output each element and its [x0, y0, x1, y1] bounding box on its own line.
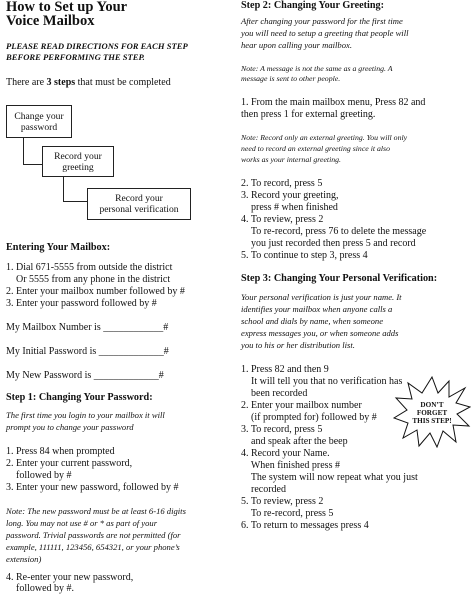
entering-heading: Entering Your Mailbox: — [6, 242, 111, 253]
flow-box3-line1: Record your — [115, 193, 163, 204]
flow-box-record-greeting — [42, 146, 114, 177]
starburst-line2: FORGET — [416, 409, 448, 417]
flow-box2-line2: greeting — [62, 161, 94, 173]
steps-intro-post: that must be completed — [75, 77, 171, 88]
page-title-line1: How to Set up Your — [6, 0, 128, 15]
initial-password-line: My Initial Password is _____________# — [6, 346, 169, 357]
step2-heading: Step 2: Changing Your Greeting: — [241, 0, 385, 11]
step1-item-4: 4. Re-enter your new password, — [6, 572, 134, 583]
entering-item-3: 3. Enter your password followed by # — [6, 298, 157, 309]
step3-item-1: 1. Press 82 and then 9 — [241, 364, 329, 375]
flow-box1-line2: password — [20, 121, 58, 133]
step2-item-1-line1: 1. From the main mailbox menu, Press 82 and — [241, 97, 426, 108]
note-line-1: Note: The new password must be at least 6-16 digits — [6, 506, 186, 516]
entering-item-2: 2. Enter your mailbox number followed by # — [6, 286, 185, 297]
step3-item-6: 6. To return to messages press 4 — [241, 520, 369, 531]
step3-item-2: 2. Enter your mailbox number — [241, 400, 362, 411]
flow-connector-1-horizontal — [23, 164, 42, 165]
note-line-2: long. You may not use # or * as part of your — [6, 518, 158, 528]
step2-note2-line1: Note: Record only an external greeting. You will only — [241, 133, 408, 142]
step3-intro-line1: Your personal verification is just your name. It — [241, 292, 402, 302]
step3-item-2b: (if prompted for) followed by # — [241, 412, 377, 423]
step2-item-4c: you just recorded then press 5 and record — [241, 238, 416, 249]
step1-intro-line1: The first time you login to your mailbox it will — [6, 410, 165, 420]
step2-item-4: 4. To review, press 2 — [241, 214, 324, 225]
step3-item-5: 5. To review, press 2 — [241, 496, 324, 507]
step3-intro-line2: identifies your mailbox when anyone calls a — [241, 304, 393, 314]
starburst-line3: THIS STEP! — [412, 417, 452, 425]
starburst-line1: DON’T — [420, 401, 444, 409]
step1-heading: Step 1: Changing Your Password: — [6, 392, 153, 403]
flow-connector-1-vertical — [23, 136, 24, 164]
step2-note-line1: Note: A message is not the same as a greeting. A — [241, 64, 393, 73]
step2-item-1-line2: then press 1 for external greeting. — [241, 109, 376, 120]
flow-box-change-password — [6, 105, 72, 138]
step3-item-4: 4. Record your Name. — [241, 448, 330, 459]
note-line-5: extension) — [6, 554, 42, 564]
step3-intro-line4: express messages you, or when someone adds — [241, 328, 399, 338]
step2-note2-line3: works as your internal greeting. — [241, 155, 341, 164]
step3-item-4c: The system will now repeat what you just — [241, 472, 418, 483]
flow-box1-line1: Change your — [14, 110, 64, 122]
step1-intro-line2: prompt you to change your password — [6, 422, 134, 432]
flow-box2-line1: Record your — [54, 150, 102, 162]
page-title-line2: Voice Mailbox — [6, 13, 95, 29]
steps-intro-pre: There are — [6, 77, 47, 88]
step3-item-3b: and speak after the beep — [241, 436, 348, 447]
step2-item-5: 5. To continue to step 3, press 4 — [241, 250, 368, 261]
step3-item-3: 3. To record, press 5 — [241, 424, 323, 435]
step3-item-4b: When finished press # — [241, 460, 340, 471]
step3-intro-line3: school and dials by name, when someone — [241, 316, 384, 326]
step3-heading: Step 3: Changing Your Personal Verification: — [241, 273, 438, 284]
new-password-line: My New Password is _____________# — [6, 370, 164, 381]
step2-item-4b: To re-record, press 76 to delete the message — [241, 226, 427, 237]
step1-item-2b: followed by # — [6, 470, 72, 481]
step2-item-3b: press # when finished — [241, 202, 338, 213]
step3-item-5b: To re-record, press 5 — [241, 508, 334, 519]
step2-item-3: 3. Record your greeting, — [241, 190, 339, 201]
step1-item-4b: followed by #. — [6, 583, 75, 594]
directions-line2: BEFORE PERFORMING THE STEP. — [6, 52, 145, 62]
mailbox-number-line: My Mailbox Number is ____________# — [6, 322, 169, 333]
entering-item-1b: Or 5555 from any phone in the district — [6, 274, 171, 285]
flow-connector-2-vertical — [63, 175, 64, 201]
step3-item-1c: been recorded — [241, 388, 308, 399]
step2-note2-line2: need to record an external greeting since it also — [241, 144, 390, 153]
flow-box3-line2: personal verification — [99, 204, 179, 215]
step2-item-2: 2. To record, press 5 — [241, 178, 323, 189]
dont-forget-starburst — [393, 376, 471, 448]
step2-note-line2: message is sent to other people. — [241, 74, 341, 83]
step3-intro-line5: you to his or her distribution list. — [241, 340, 355, 350]
note-line-4: example, 111111, 123456, 654321, or your phone’s — [6, 542, 180, 552]
step3-item-1b: It will tell you that no verification has — [241, 376, 403, 387]
step3-item-4d: recorded — [241, 484, 286, 495]
step1-item-1: 1. Press 84 when prompted — [6, 446, 115, 457]
flow-box-record-verification — [87, 188, 191, 220]
step2-intro-line3: hear upon calling your mailbox. — [241, 40, 352, 50]
entering-item-1: 1. Dial 671-5555 from outside the district — [6, 262, 173, 273]
flow-connector-2-horizontal — [63, 201, 87, 202]
note-line-3: password. Trivial passwords are not permitted (for — [6, 530, 181, 540]
step2-intro-line1: After changing your password for the first time — [241, 16, 403, 26]
step2-intro-line2: you will need to setup a greeting that people will — [241, 28, 409, 38]
steps-intro — [6, 77, 171, 89]
directions-line1: PLEASE READ DIRECTIONS FOR EACH STEP — [6, 41, 188, 51]
steps-intro-bold: 3 steps — [46, 77, 76, 88]
step1-item-2: 2. Enter your current password, — [6, 458, 133, 469]
step1-item-3: 3. Enter your new password, followed by # — [6, 482, 179, 493]
